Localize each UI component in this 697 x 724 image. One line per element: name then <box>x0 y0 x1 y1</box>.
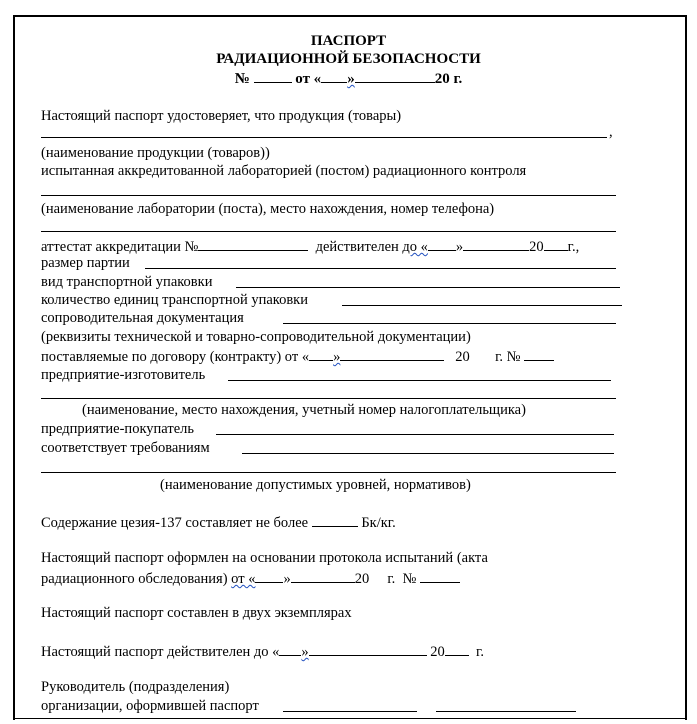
maker-label: предприятие-изготовитель <box>41 367 206 383</box>
date-quote-close: » <box>347 71 355 87</box>
product-caption: (наименование продукции (товаров)) <box>41 145 270 161</box>
contract-day-field[interactable] <box>309 346 333 361</box>
document-title: ПАСПОРТ <box>310 33 387 49</box>
contract-year: 20 <box>455 349 470 365</box>
basis-from-label: от « <box>231 571 256 587</box>
basis-year: 20 <box>354 571 370 587</box>
document-number-line <box>0 68 697 88</box>
head-label-1: Руководитель (подразделения) <box>41 679 230 695</box>
validity-quote-close: » <box>301 644 309 660</box>
valid-quote-close: » <box>455 239 464 255</box>
lab-name-field[interactable] <box>41 195 616 196</box>
comma: , <box>609 124 613 140</box>
cesium-value-field[interactable] <box>312 512 358 527</box>
pack-label: вид транспортной упаковки <box>41 274 213 290</box>
tested-text: испытанная аккредитованной лабораторией (постом) радиационного контроля <box>41 163 527 179</box>
pack-count-field[interactable] <box>342 305 622 306</box>
date-from-label: от « <box>295 71 322 87</box>
basis-day-field[interactable] <box>255 568 283 583</box>
basis-quote-close: » <box>283 571 291 587</box>
validity-line <box>41 641 484 661</box>
cesium-label: Содержание цезия-137 составляет не более <box>41 515 309 531</box>
valid-year: 20 <box>529 239 544 255</box>
validity-year-suffix: г. <box>476 644 484 660</box>
maker-details-field[interactable] <box>41 398 616 399</box>
valid-year-suffix: г., <box>567 239 580 255</box>
date-month-field[interactable] <box>355 68 435 83</box>
attest-label: аттестат аккредитации № <box>41 239 199 255</box>
valid-until-label: до « <box>402 239 428 255</box>
cesium-unit: Бк/кг. <box>361 515 396 531</box>
maker-caption: (наименование, место нахождения, учетный номер налогоплательщика) <box>82 402 526 418</box>
requirements-field[interactable] <box>242 453 614 454</box>
buyer-field[interactable] <box>216 434 614 435</box>
validity-month-field[interactable] <box>309 641 427 656</box>
valid-day-field[interactable] <box>428 236 456 251</box>
frame-bottom-line <box>13 718 687 719</box>
lab-caption: (наименование лаборатории (поста), место нахождения, номер телефона) <box>41 201 495 217</box>
validity-year: 20 <box>430 644 445 660</box>
contract-month-field[interactable] <box>340 346 444 361</box>
valid-month-field[interactable] <box>463 236 529 251</box>
accreditation-line <box>41 236 579 256</box>
basis-label: радиационного обследования) <box>41 571 228 587</box>
head-name-field[interactable] <box>436 711 576 712</box>
validity-day-field[interactable] <box>279 641 301 656</box>
complies-label: соответствует требованиям <box>41 440 210 456</box>
basis-month-field[interactable] <box>291 568 355 583</box>
contract-number-label: г. № <box>495 349 521 365</box>
docs-caption: (реквизиты технической и товарно-сопроводительной документации) <box>41 329 471 345</box>
pack-type-field[interactable] <box>236 287 620 288</box>
contract-number-field[interactable] <box>524 346 554 361</box>
basis-number-label: г. № <box>387 571 417 587</box>
intro-text: Настоящий паспорт удостоверяет, что продукция (товары) <box>41 108 402 124</box>
basis-number-field[interactable] <box>420 568 460 583</box>
cesium-line <box>41 512 396 532</box>
basis-line-2 <box>41 568 460 588</box>
head-signature-field[interactable] <box>283 711 417 712</box>
levels-caption: (наименование допустимых уровней, нормативов) <box>160 477 471 493</box>
date-year-suffix: г. <box>453 71 463 87</box>
maker-field[interactable] <box>228 380 611 381</box>
number-label: № <box>234 71 250 87</box>
contract-line <box>41 346 554 366</box>
batch-size-field[interactable] <box>145 268 616 269</box>
valid-year-field[interactable] <box>544 236 568 251</box>
date-year: 20 <box>434 71 450 87</box>
date-day-field[interactable] <box>321 68 347 83</box>
number-field[interactable] <box>254 68 292 83</box>
lab-details-field[interactable] <box>41 231 616 232</box>
head-label-2: организации, оформившей паспорт <box>41 698 259 714</box>
product-name-field[interactable] <box>41 137 607 138</box>
copies-text: Настоящий паспорт составлен в двух экземплярах <box>41 605 352 621</box>
requirements-details-field[interactable] <box>41 472 616 473</box>
attest-number-field[interactable] <box>198 236 308 251</box>
buyer-label: предприятие-покупатель <box>41 421 194 437</box>
count-label: количество единиц транспортной упаковки <box>41 292 308 308</box>
valid-label: действителен <box>315 239 399 255</box>
docs-field[interactable] <box>283 323 616 324</box>
validity-year-field[interactable] <box>445 641 469 656</box>
validity-label: Настоящий паспорт действителен до « <box>41 644 280 660</box>
contract-label: поставляемые по договору (контракту) от « <box>41 349 310 365</box>
docs-label: сопроводительная документация <box>41 310 244 326</box>
contract-quote-close: » <box>333 349 341 365</box>
batch-label: размер партии <box>41 255 130 271</box>
document-subtitle: РАДИАЦИОННОЙ БЕЗОПАСНОСТИ <box>216 51 481 67</box>
basis-line-1: Настоящий паспорт оформлен на основании протокола испытаний (акта <box>41 550 488 566</box>
